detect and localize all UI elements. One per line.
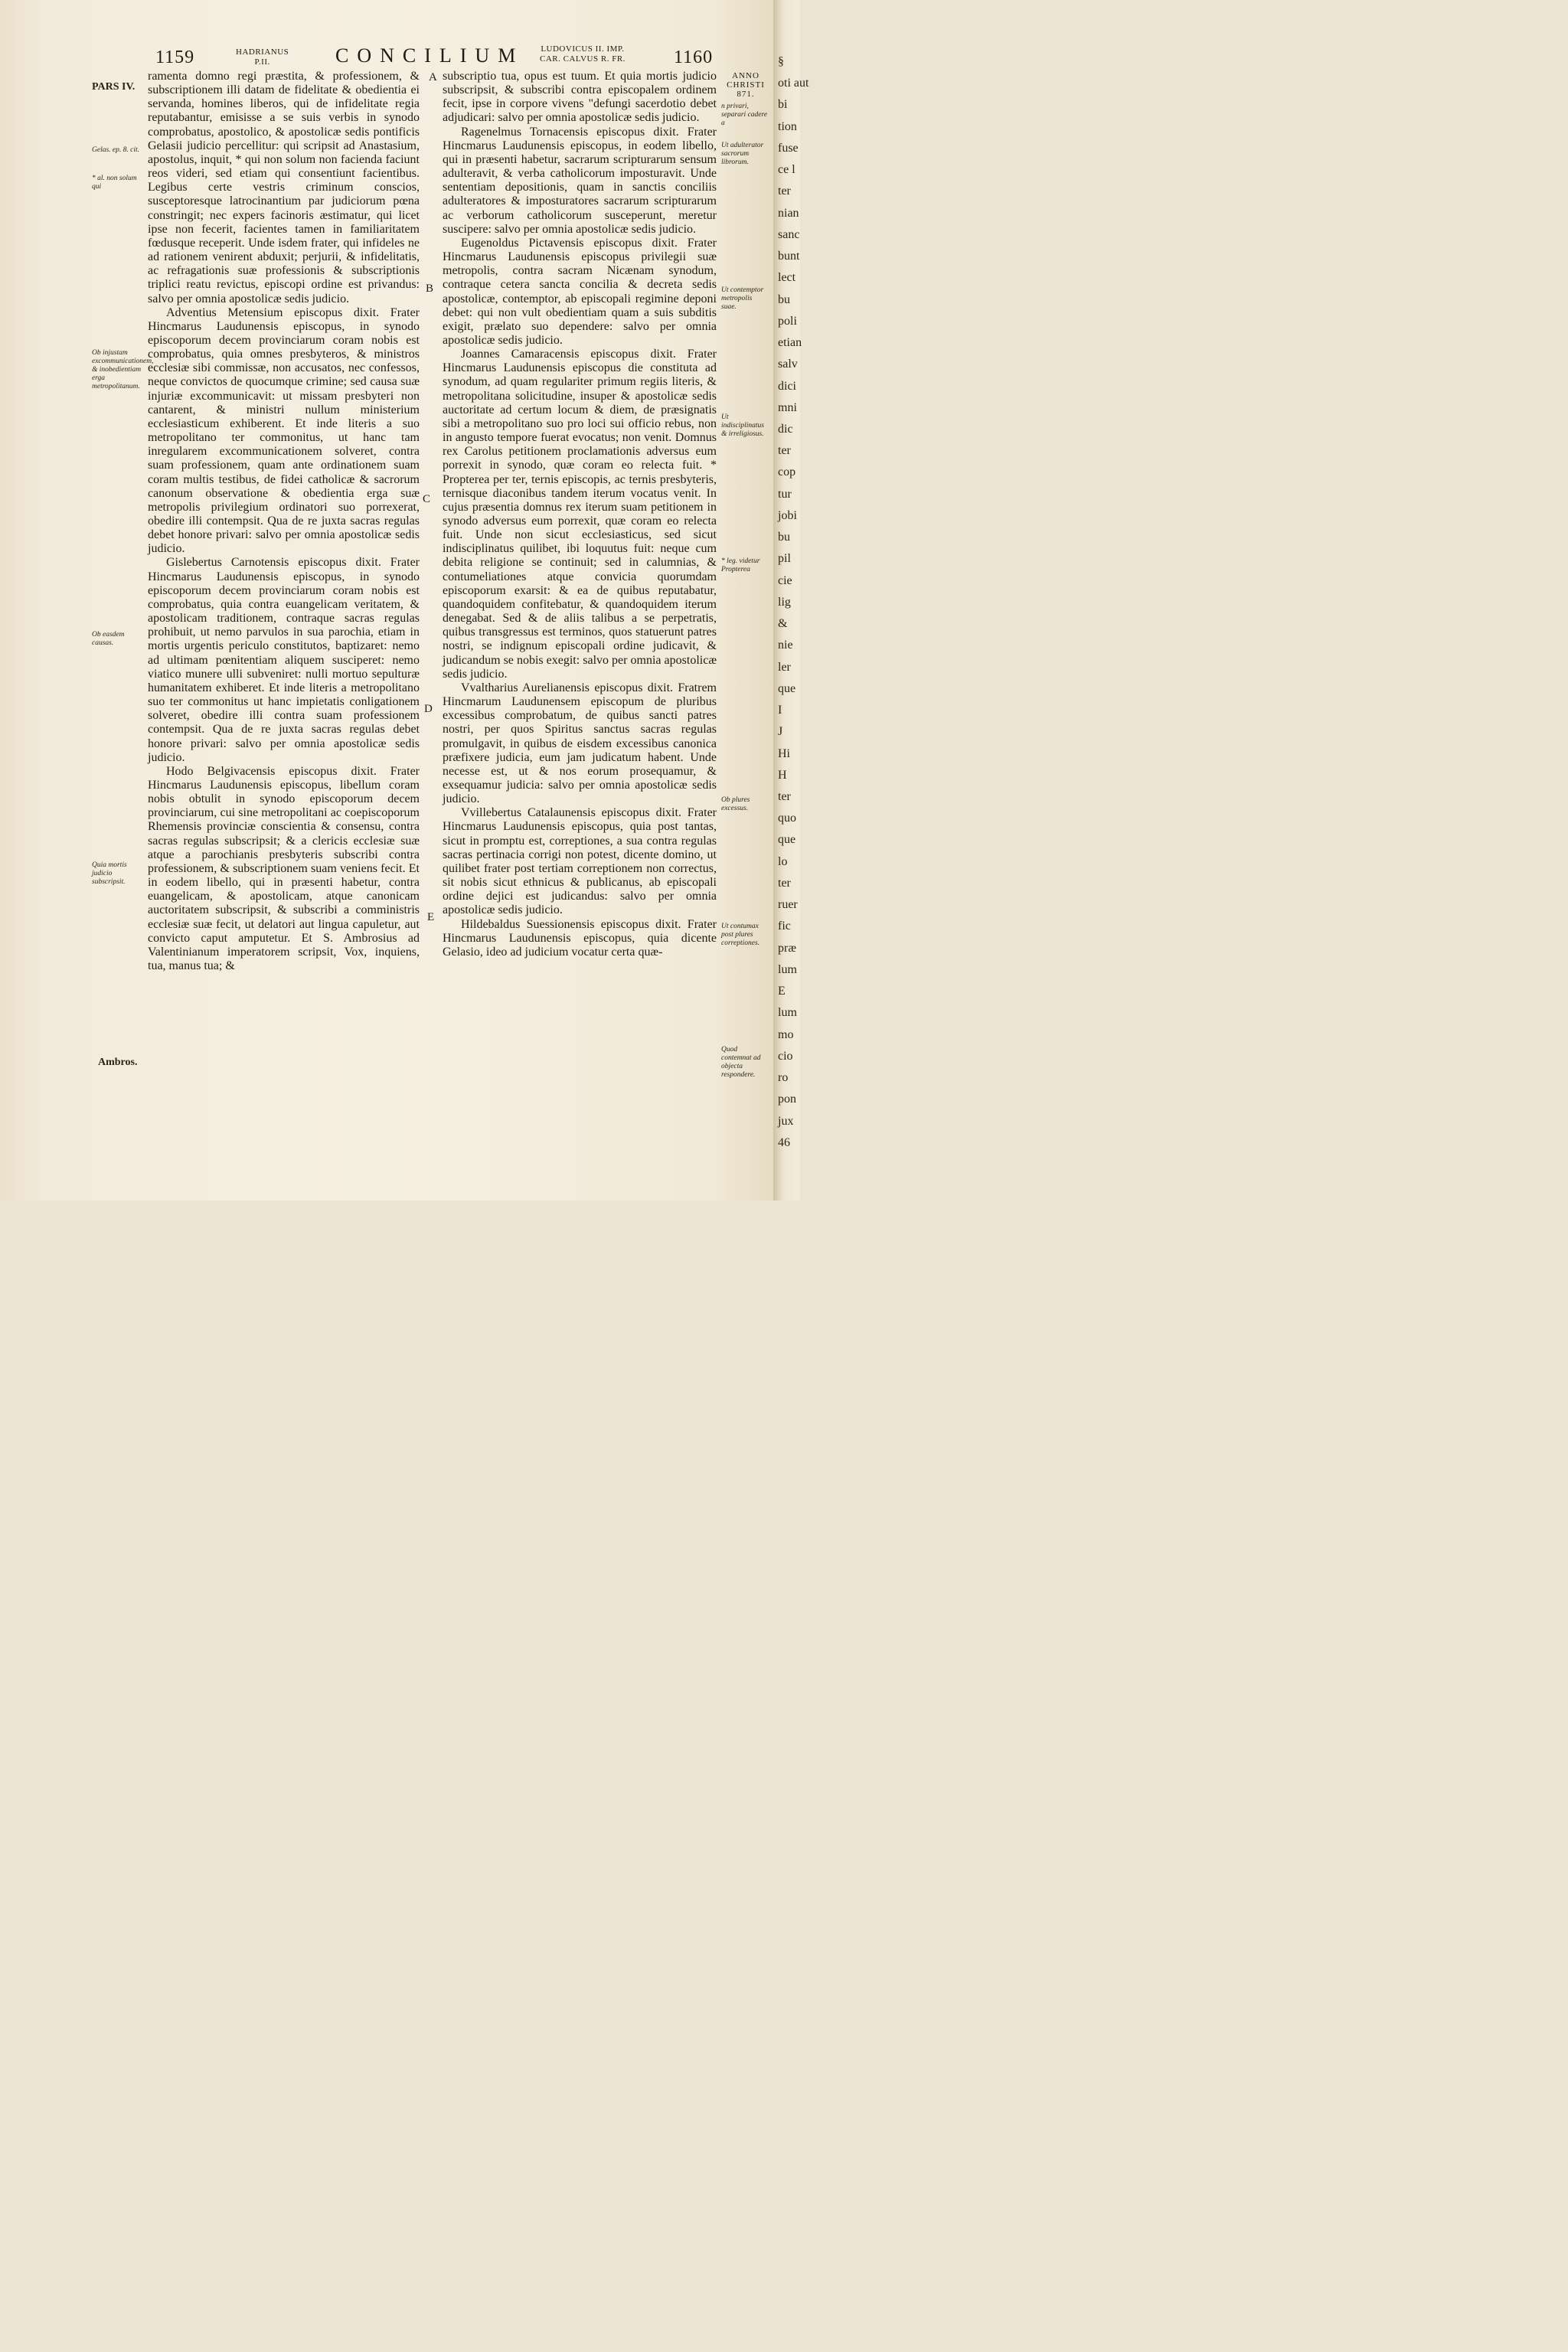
gutter-fragment: cop: [778, 466, 796, 479]
anno-line: 871.: [737, 90, 755, 99]
gutter-fragment: lig: [778, 595, 791, 609]
gutter-fragment: §: [778, 55, 784, 68]
gutter-fragment: 46: [778, 1135, 790, 1149]
paragraph: Hodo Belgivacensis episcopus dixit. Frater Hincmarus Laudunensis episcopus, libellum coram nobis obtulit in synodo episcoporum decem provinciarum, cui sine metropolitani ac coepiscoporum Rhemensis provinciæ conscientia & consensu, contra sacras regulas subscripsit; & a clericis ecclesiæ suæ atque a parochianis presbyteris subscribi contra professionem, & subscriptionem suam veniens fecit. Et in eodem libello, qui in præsenti habetur, contra euangelicam, & apostolicam, atque canonicam auctoritatem subscripsit, & subscribi a comministris ecclesiæ suæ fecit, ut delatori aut lingua capuletur, aut convicto caput amputetur. Et S. Ambrosius ad Valentinianum imperatorem scripsit, Vox, inquiens, tua, manus tua; &: [148, 764, 420, 972]
gutter-fragment: cie: [778, 573, 792, 587]
adjacent-page-edge: [773, 0, 809, 1200]
gutter-fragment: jux: [778, 1114, 794, 1128]
anno-line: CHRISTI: [727, 80, 765, 90]
running-head-line: CAR. CALVUS R. FR.: [540, 54, 626, 64]
gutter-fragment: præ: [778, 941, 796, 955]
gutter-fragment: lum: [778, 1006, 797, 1020]
gutter-fragment: J: [778, 725, 783, 739]
gutter-fragment: bu: [778, 531, 790, 544]
margin-note: Ut contumax post plures correptiones.: [721, 923, 760, 947]
margin-note: Ut adulterator sacrorum librorum.: [721, 142, 764, 166]
gutter-fragment: bi: [778, 98, 788, 112]
anno-line: ANNO: [732, 71, 760, 80]
gutter-fragment: dic: [778, 423, 793, 436]
gutter-fragment: ler: [778, 660, 791, 674]
gutter-fragment: tur: [778, 487, 792, 501]
gutter-fragment: ter: [778, 876, 791, 890]
gutter-fragment: E: [778, 985, 786, 998]
gutter-fragment: que: [778, 833, 796, 847]
margin-note: Ut contemptor metropolis suae.: [721, 286, 764, 311]
margin-note: Ob injustam excommunicationem, & inobedientiam erga metropolitanum.: [92, 349, 154, 390]
gutter-fragment: jobi: [778, 508, 797, 522]
gutter-fragment: quo: [778, 812, 796, 825]
right-text-column: [443, 70, 717, 959]
margin-note: Ob plures excessus.: [721, 796, 750, 812]
gutter-fragment: tion: [778, 119, 797, 133]
margin-note: Ut indisciplinatus & irreligiosus.: [721, 413, 764, 438]
gutter-fragment: pil: [778, 552, 791, 566]
paragraph: subscriptio tua, opus est tuum. Et quia mortis judicio subscripsit, & subscribi contra episcopalem ordinem fecit, ipse in corpore vivens "defungi sacerdotio debet adjudicari: salvo per omnia apostolicæ sedis judicio.: [443, 70, 717, 125]
gutter-fragment: ce l: [778, 163, 795, 177]
running-head-line: HADRIANUS: [236, 47, 289, 57]
gutter-fragment: dici: [778, 379, 796, 393]
gutter-fragment: poli: [778, 314, 797, 328]
running-head-line: P.II.: [254, 57, 270, 67]
gutter-fragment: I: [778, 704, 782, 717]
margin-note: Ob easdem causas.: [92, 631, 125, 647]
book-page: [0, 0, 773, 1200]
margin-note: Quod contemnat ad objecta respondere.: [721, 1046, 761, 1079]
gutter-fragment: nie: [778, 639, 793, 652]
paragraph: Joannes Camaracensis episcopus dixit. Frater Hincmarus Laudunensis episcopus die constituta ad synodum, ad quam regulariter primum regiis literis, & metropolitana solicitudine, insuper & apostolicæ sedis auctoritate ad certum locum & diem, de præsignatis sibi a metropolitano suo pro loci sui officio rebus, non in angusto tempore fuerat evocatus; non venit. Domnus rex Carolus petitionem proclamationis adversus eum porrexit in synodo, quæ coram eo relecta fuit. * Propterea per ter, ternis episcopis, ac ternis presbyteris, ternisque diaconibus tandem iterum vocatus venit. In cujus præsentia domnus rex iterum suam petitionem in synodo adversus eum porrexit, quæ coram eo relecta fuit. Unde non sicut ecclesiasticus, sed sicut indisciplinatus quilibet, ibi loquutus fuit: neque cum debita religione se continuit; sed in calumnias, & contumeliationes atque convicia quorumdam episcoporum exarsit: & ea de quibus reputabatur, quandoquidem confitebatur, & quandoquidem iterum denegabat. Sed & de aliis talibus a se perpetratis, quibus transgressus est terminos, quos statuerunt patres nostri, se indignum episcopali ordine judicavit, & judicandum se nobis exegit: salvo per omnia apostolicæ sedis judicio.: [443, 348, 717, 681]
gutter-fragment: oti aut: [778, 77, 809, 90]
gutter-fragment: fic: [778, 920, 791, 933]
paragraph: Ragenelmus Tornacensis episcopus dixit. Frater Hincmarus Laudunensis episcopus, in eodem libello, qui in præsenti habetur, sacrarum scripturarum sensum adulteravit, & verba catholicorum imposturavit. Unde sententiam depositionis, quam in sanctis conciliis adulteratores & imposturatores sacrarum scripturarum ac verborum catholicorum susceperunt, meretur suscipere: salvo per omnia apostolicæ sedis judicio.: [443, 125, 717, 236]
paragraph: Gislebertus Carnotensis episcopus dixit. Frater Hincmarus Laudunensis episcopus, in synodo episcoporum decem provinciarum coram nobis est comprobatus, quia contra euangelicam veritatem, & apostolicam traditionem, contraque sacras regulas prohibuit, ut nemo parvulos in sua parochia, etiam in mortis urgentis periculo constitutos, baptizaret: nemo ad ultimam pœnitentiam aliquem susciperet: nemo viatico munere ulli subveniret: nulli mortuo sepulturæ humanitatem exhiberet. Et inde literis a metropolitano suo ter commonitus ut hanc impietatis conligationem solveret, obedire illi contra suam professionem contempsit. Qua de re juxta sacras regulas debet honore privari: salvo per omnia apostolicæ sedis judicio.: [148, 556, 420, 764]
gutter-fragment: Hi: [778, 746, 790, 760]
margin-note-ambros: Ambros.: [98, 1057, 138, 1068]
gutter-fragment: mni: [778, 400, 797, 414]
gutter-fragment: ter: [778, 790, 791, 803]
section-letter-a: A: [429, 71, 437, 83]
gutter-fragment: ruer: [778, 898, 798, 912]
paragraph: Vvillebertus Catalaunensis episcopus dixit. Frater Hincmarus Laudunensis episcopus, quia post tantas, sicut in promptu est, correptiones, a sua contra regulas sacras pertinacia corrigi non potest, dicente domino, ut quilibet frater post tertiam correptionem non correctus, sit nobis sicut ethnicus & publicanus, ab episcopali ordine dejici est judicandus: salvo per omnia apostolicæ sedis judicio.: [443, 806, 717, 917]
anno-christi: [723, 71, 769, 99]
section-letter-c: C: [423, 493, 431, 505]
gutter-fragment: salv: [778, 358, 798, 371]
gutter-fragment: fuse: [778, 141, 799, 155]
margin-note: Gelas. ep. 8. cit.: [92, 146, 140, 154]
gutter-fragment: &: [778, 617, 788, 631]
gutter-fragment: H: [778, 768, 787, 782]
running-head-line: LUDOVICUS II. IMP.: [541, 44, 625, 54]
paragraph: Adventius Metensium episcopus dixit. Frater Hincmarus Laudunensis episcopus, in synodo episcoporum decem provinciarum coram nobis est comprobatus, quia omnes presbyteros, & ministros ecclesiæ sibi commissæ, non accusatos, nec confessos, neque convictos de quocumque crimine; sed causa suæ injuriæ excommunicavit: ut missam presbyteri non cantarent, & ministri nullum ministerium ecclesiasticum exhiberent. Et inde literis a suo metropolitano ter commonitus, ut hanc tam inregularem excommunicationem solveret, contra suam professionem, quam ante ordinationem suam coram multis testibus, de fidei catholicæ & sacrorum canonum observatione & obedientia erga suæ metropolis privilegium ordinatori suo porrexerat, obedire illi contempsit. Qua de re juxta sacras regulas debet honore privari: salvo per omnia apostolicæ sedis judicio.: [148, 305, 420, 556]
gutter-fragment: bu: [778, 292, 790, 306]
gutter-fragment: lum: [778, 962, 797, 976]
gutter-fragment: mo: [778, 1027, 794, 1041]
gutter-fragment: que: [778, 681, 796, 695]
paragraph: Vvaltharius Aurelianensis episcopus dixit. Fratrem Hincmarum Laudunensem episcopum de pluribus excessibus comprobatum, de quibus sancti patres nostri, per quos Spiritus sanctus sacras regulas promulgavit, in quibus de eisdem excessibus canonica præfixere judicia, eum jam judicatum habent. Unde necesse est, ut & nos eorum prosequamur, & exsequamur judicia: salvo per omnia apostolicæ sedis judicio.: [443, 681, 717, 806]
page-title: CONCILIUM: [335, 44, 524, 67]
left-text-column: [148, 70, 420, 973]
margin-note: * al. non solum qui: [92, 175, 137, 191]
section-letter-d: D: [424, 703, 433, 715]
right-running-head: [540, 44, 626, 64]
left-running-head: [236, 47, 289, 67]
right-page-number: 1160: [674, 47, 714, 67]
gutter-fragment: etian: [778, 336, 802, 350]
section-letter-b: B: [426, 283, 434, 295]
gutter-fragment: cio: [778, 1049, 793, 1063]
gutter-fragment: sanc: [778, 227, 800, 241]
gutter-fragment: bunt: [778, 250, 800, 263]
paragraph: Hildebaldus Suessionensis episcopus dixit. Frater Hincmarus Laudunensis episcopus, quia dicente Gelasio, ideo ad judicium vocatur certa quæ-: [443, 917, 717, 959]
gutter-fragment: pon: [778, 1093, 796, 1106]
gutter-fragment: ter: [778, 185, 791, 198]
section-letter-e: E: [427, 911, 435, 923]
margin-note-pars: PARS IV.: [92, 81, 136, 93]
gutter-fragment: nian: [778, 206, 799, 220]
gutter-fragment: lo: [778, 854, 788, 868]
left-page-number: 1159: [155, 47, 195, 67]
margin-note: n privari, separari cadere a: [721, 103, 768, 127]
gutter-fragment: ter: [778, 444, 791, 458]
gutter-fragment: lect: [778, 271, 796, 285]
paragraph: Eugenoldus Pictavensis episcopus dixit. Frater Hincmarus Laudunensis episcopus privilegii suæ metropolis, contra sacram Nicænam synodum, contraque cetera sancta concilia & decreta sedis apostolicæ, contemptor, ab episcopali regimine deponi debet: qui non vult obedientiam quam a suis subditis exigit, prælato suo dependere: salvo per omnia apostolicæ sedis judicio.: [443, 236, 717, 347]
paragraph: ramenta domno regi præstita, & professionem, & subscriptionem illi datam de fidelitate & obedientia ei servanda, homines liberos, qui de infidelitate regia reputabantur, emisisse a se suis verbis in synodo comprobatus, apostolico, & apostolicæ sedis pontificis Gelasii judicio percellitur: qui scripsit ad Anastasium, apostolus, inquit, * qui non solum non facienda faciunt reos videri, sed etiam qui consentiunt facientibus. Legibus certe vestris criminum conscios, susceptoresque latrocinantium par judiciorum pœna constringit; nec expers facinoris æstimatur, qui licet ipse non fecerit, facientes tamen in familiaritatem fœdusque receperit. Unde isdem frater, qui infideles ne ad rationem venirent abduxit; perjurii, & infidelitatis, ac refragationis suæ professionis & subscriptionis triplici reatu revictus, episcopi ordine est privandus: salvo per omnia apostolicæ sedis judicio.: [148, 70, 420, 305]
margin-note: * leg. videtur Propterea: [721, 557, 760, 573]
gutter-fragment: ro: [778, 1071, 789, 1085]
margin-note: Quia mortis judicio subscripsit.: [92, 861, 127, 886]
